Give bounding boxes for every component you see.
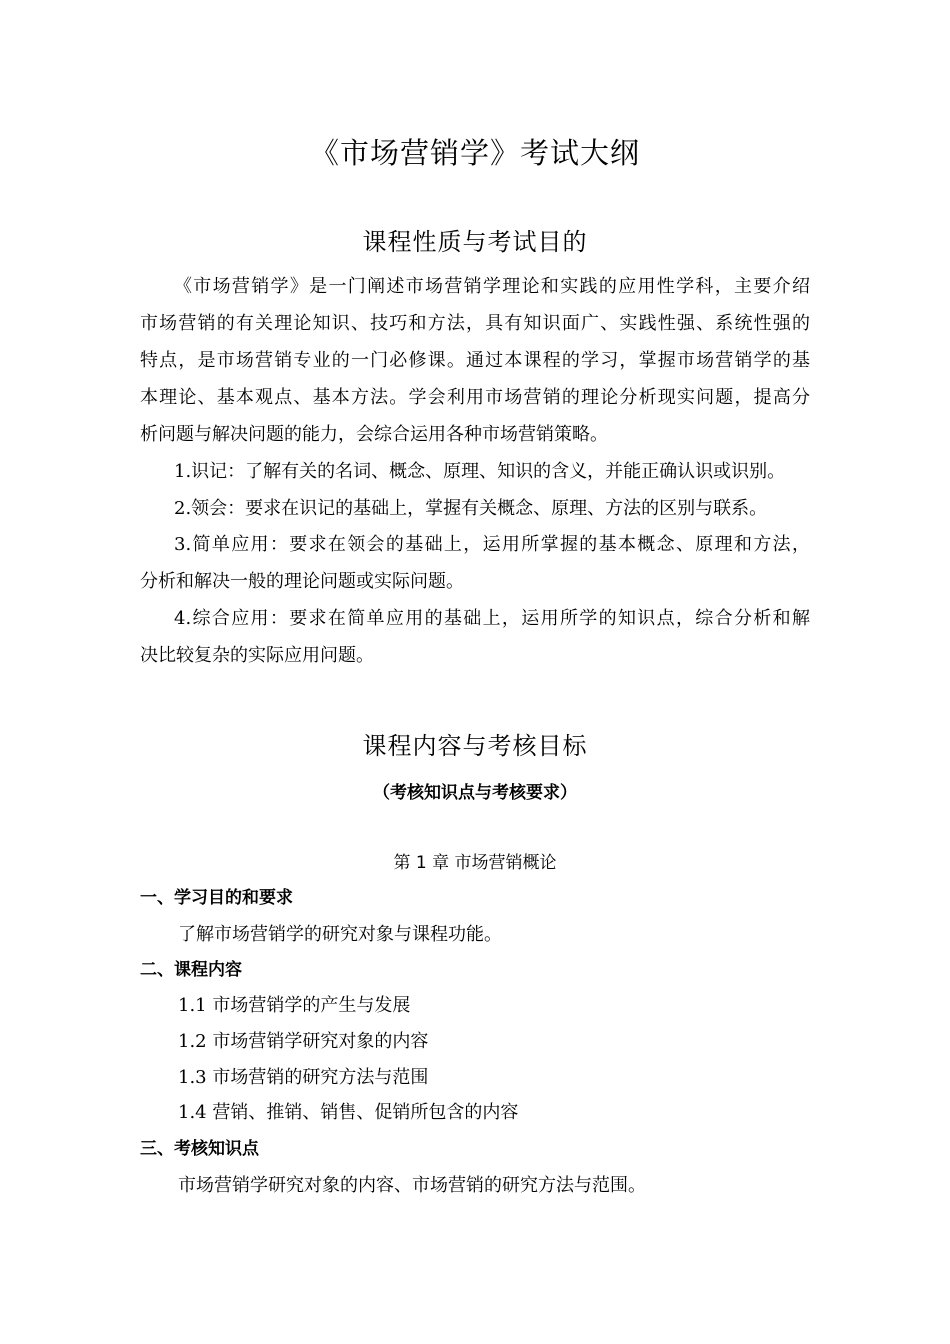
document-title: 《市场营销学》考试大纲 [309, 136, 640, 170]
section-heading-course-nature: 课程性质与考试目的 [362, 228, 588, 256]
level-comprehensive-apply-cont: 决比较复杂的实际应用问题。 [140, 645, 374, 666]
section-subheading: （考核知识点与考核要求） [373, 783, 577, 803]
content-item-1-2: 1.2 市场营销学研究对象的内容 [178, 1031, 429, 1052]
level-comprehend: 2.领会：要求在识记的基础上，掌握有关概念、原理、方法的区别与联系。 [174, 498, 768, 519]
content-item-1-1: 1.1 市场营销学的产生与发展 [178, 995, 411, 1016]
chapter-title: 第 1 章 市场营销概论 [393, 853, 557, 873]
objectives-text: 了解市场营销学的研究对象与课程功能。 [178, 924, 502, 945]
intro-line-3: 特点，是市场营销专业的一门必修课。通过本课程的学习，掌握市场营销学的基 [140, 350, 810, 371]
section-heading-course-content: 课程内容与考核目标 [362, 732, 588, 760]
intro-line-4: 本理论、基本观点、基本方法。学会利用市场营销的理论分析现实问题，提高分 [140, 387, 810, 408]
intro-line-1: 《市场营销学》是一门阐述市场营销学理论和实践的应用性学科，主要介绍 [174, 276, 810, 297]
key-points-text: 市场营销学研究对象的内容、市场营销的研究方法与范围。 [178, 1175, 646, 1196]
level-comprehensive-apply: 4.综合应用：要求在简单应用的基础上，运用所学的知识点，综合分析和解 [174, 608, 810, 629]
content-item-1-4: 1.4 营销、推销、销售、促销所包含的内容 [178, 1102, 519, 1123]
part-heading-content: 二、课程内容 [140, 960, 242, 980]
level-simple-apply-cont: 分析和解决一般的理论问题或实际问题。 [140, 571, 464, 592]
level-simple-apply: 3.简单应用：要求在领会的基础上，运用所掌握的基本概念、原理和方法， [174, 534, 810, 555]
level-recall: 1.识记：了解有关的名词、概念、原理、知识的含义，并能正确认识或识别。 [174, 461, 786, 482]
intro-line-2: 市场营销的有关理论知识、技巧和方法，具有知识面广、实践性强、系统性强的 [140, 313, 810, 334]
part-heading-key-points: 三、考核知识点 [140, 1139, 259, 1159]
part-heading-objectives: 一、学习目的和要求 [140, 888, 293, 908]
content-item-1-3: 1.3 市场营销的研究方法与范围 [178, 1067, 429, 1088]
intro-line-5: 析问题与解决问题的能力，会综合运用各种市场营销策略。 [140, 424, 608, 445]
